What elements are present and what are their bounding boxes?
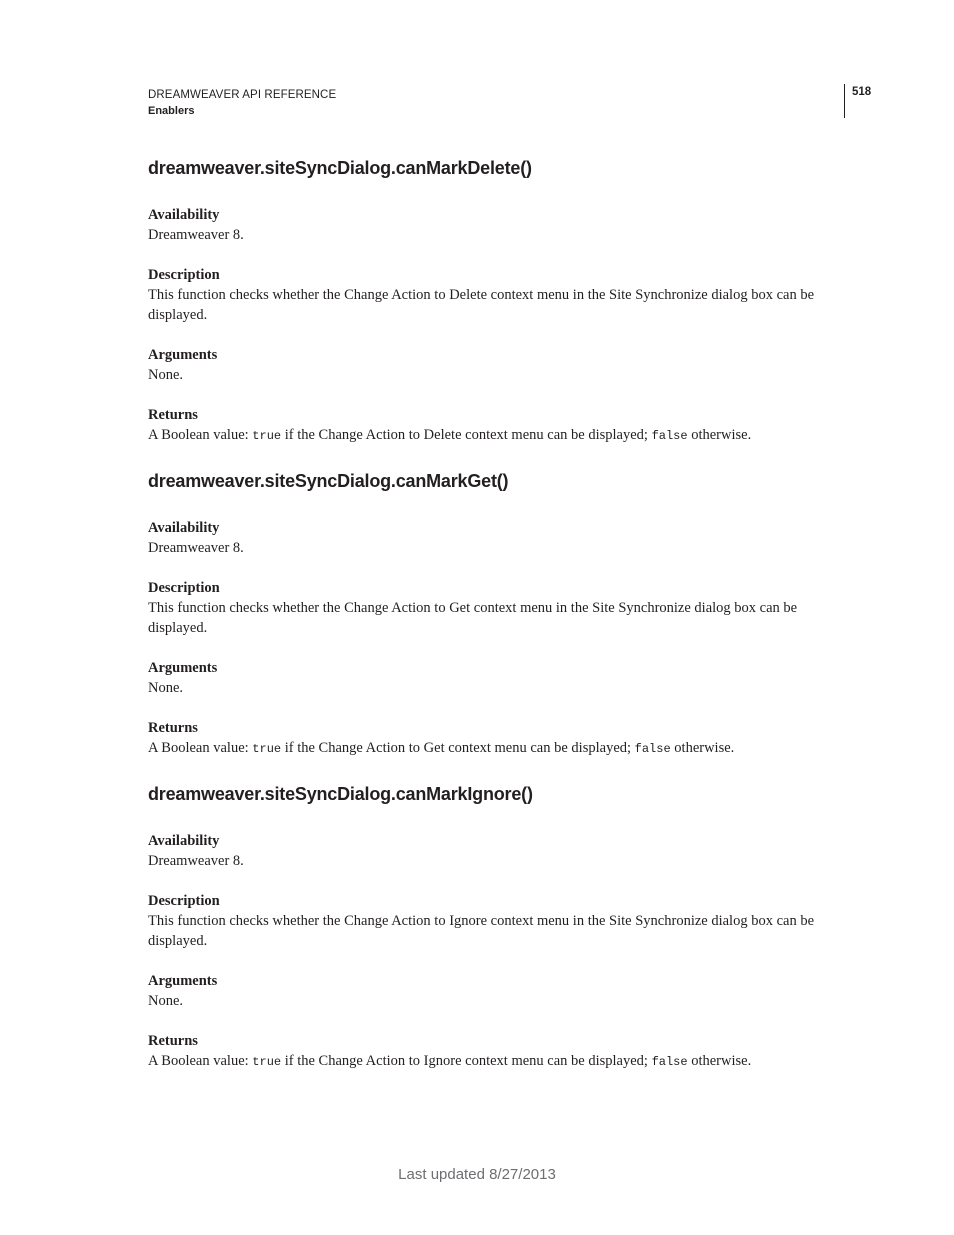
returns-prefix: A Boolean value: bbox=[148, 740, 253, 756]
arguments-text: None. bbox=[148, 993, 184, 1009]
description-text: This function checks whether the Change Action to Get context menu in the Site Synchronize dialog box can be displayed. bbox=[148, 600, 798, 636]
availability-section bbox=[148, 831, 838, 871]
arguments-section bbox=[148, 345, 838, 385]
availability-label: Availability bbox=[148, 520, 220, 536]
returns-text bbox=[148, 1051, 838, 1072]
function-heading: dreamweaver.siteSyncDialog.canMarkIgnore() bbox=[148, 784, 533, 804]
page-number: 518 bbox=[852, 86, 872, 98]
returns-suffix: otherwise. bbox=[687, 427, 752, 443]
returns-middle: if the Change Action to Get context menu can be displayed; bbox=[281, 740, 635, 756]
code-false: false bbox=[651, 1055, 688, 1069]
returns-label: Returns bbox=[148, 1033, 198, 1049]
function-entry-canmarkget bbox=[148, 468, 838, 759]
running-header bbox=[148, 87, 336, 119]
description-label: Description bbox=[148, 893, 220, 909]
header-divider bbox=[844, 84, 845, 118]
returns-suffix: otherwise. bbox=[687, 1053, 752, 1069]
arguments-section bbox=[148, 658, 838, 698]
returns-section bbox=[148, 405, 838, 446]
description-section bbox=[148, 578, 838, 638]
description-section bbox=[148, 891, 838, 951]
description-text: This function checks whether the Change Action to Ignore context menu in the Site Synchronize dialog box can be displayed. bbox=[148, 913, 815, 949]
code-false: false bbox=[651, 429, 688, 443]
returns-text bbox=[148, 738, 838, 759]
returns-middle: if the Change Action to Delete context menu can be displayed; bbox=[281, 427, 652, 443]
description-text: This function checks whether the Change Action to Delete context menu in the Site Synchronize dialog box can be displayed. bbox=[148, 287, 815, 323]
returns-middle: if the Change Action to Ignore context menu can be displayed; bbox=[281, 1053, 652, 1069]
availability-text: Dreamweaver 8. bbox=[148, 227, 244, 243]
returns-prefix: A Boolean value: bbox=[148, 1053, 253, 1069]
section-name: Enablers bbox=[148, 105, 195, 117]
function-heading: dreamweaver.siteSyncDialog.canMarkDelete() bbox=[148, 158, 532, 178]
availability-label: Availability bbox=[148, 833, 220, 849]
arguments-label: Arguments bbox=[148, 973, 218, 989]
last-updated-footer: Last updated 8/27/2013 bbox=[398, 1166, 556, 1183]
description-label: Description bbox=[148, 580, 220, 596]
main-content bbox=[148, 155, 838, 1094]
function-entry-canmarkdelete bbox=[148, 155, 838, 446]
function-heading: dreamweaver.siteSyncDialog.canMarkGet() bbox=[148, 471, 509, 491]
availability-text: Dreamweaver 8. bbox=[148, 540, 244, 556]
arguments-text: None. bbox=[148, 680, 184, 696]
code-false: false bbox=[634, 742, 671, 756]
availability-label: Availability bbox=[148, 207, 220, 223]
code-true: true bbox=[252, 1055, 282, 1069]
availability-text: Dreamweaver 8. bbox=[148, 853, 244, 869]
description-section bbox=[148, 265, 838, 325]
returns-section bbox=[148, 718, 838, 759]
arguments-section bbox=[148, 971, 838, 1011]
arguments-label: Arguments bbox=[148, 660, 218, 676]
returns-section bbox=[148, 1031, 838, 1072]
document-title: DREAMWEAVER API REFERENCE bbox=[148, 89, 337, 101]
description-label: Description bbox=[148, 267, 220, 283]
returns-label: Returns bbox=[148, 720, 198, 736]
returns-text bbox=[148, 425, 838, 446]
arguments-text: None. bbox=[148, 367, 184, 383]
availability-section bbox=[148, 205, 838, 245]
returns-suffix: otherwise. bbox=[670, 740, 735, 756]
arguments-label: Arguments bbox=[148, 347, 218, 363]
code-true: true bbox=[252, 742, 282, 756]
returns-label: Returns bbox=[148, 407, 198, 423]
availability-section bbox=[148, 518, 838, 558]
code-true: true bbox=[252, 429, 282, 443]
returns-prefix: A Boolean value: bbox=[148, 427, 253, 443]
function-entry-canmarkignore bbox=[148, 781, 838, 1072]
